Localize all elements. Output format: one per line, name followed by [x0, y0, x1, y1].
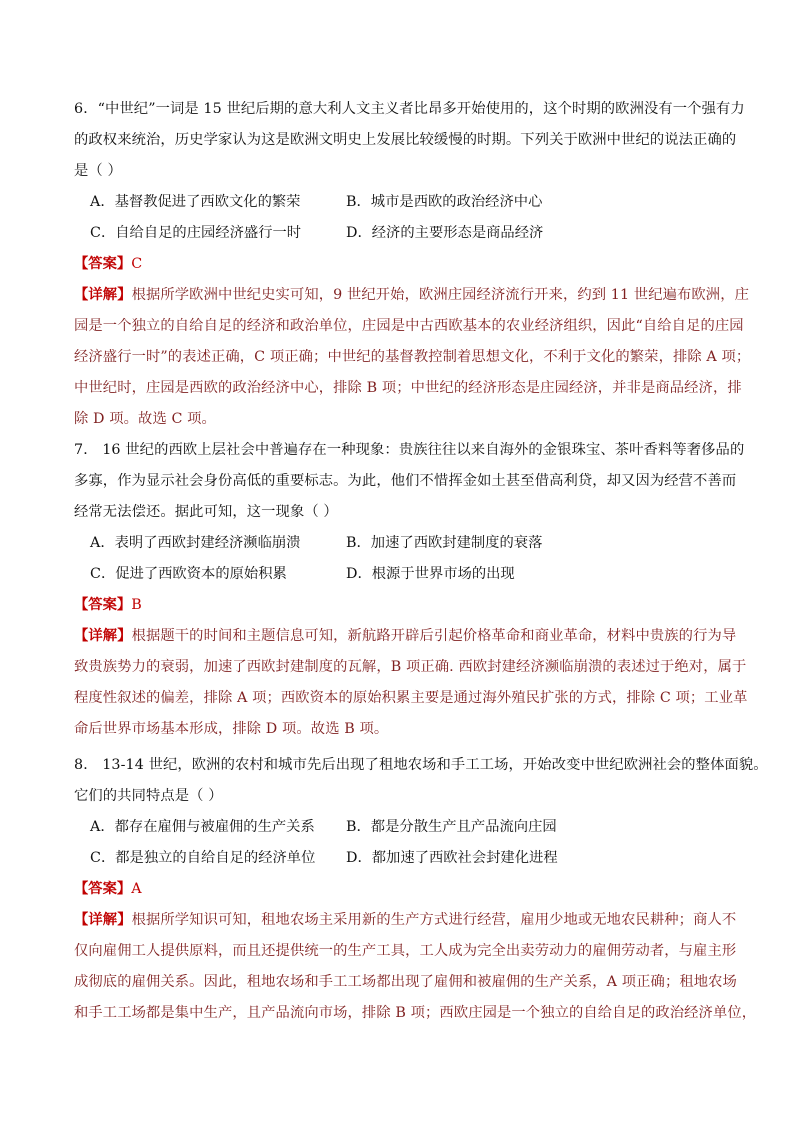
question-stem-line: 8． 13-14 世纪，欧洲的农村和城市先后出现了租地农场和手工工场，开始改变中世纪欧洲社会的整体面貌。: [74, 757, 768, 773]
option-d: D．经济的主要形态是商品经济: [346, 225, 544, 241]
question-stem-line: 它们的共同特点是（ ）: [74, 788, 223, 804]
question-8: [74, 750, 768, 1029]
detail-tag: 【详解】: [74, 628, 132, 644]
answer-value: A: [131, 881, 142, 897]
option-c: C．都是独立的自给自足的经济单位: [90, 850, 316, 866]
answer-value: C: [131, 256, 143, 272]
option-a: A．基督教促进了西欧文化的繁荣: [90, 194, 301, 210]
detail-line: 除 D 项。故选 C 项。: [74, 411, 216, 427]
answer-tag: 【答案】: [74, 881, 132, 897]
detail-line: 程度性叙述的偏差，排除 A 项；西欧资本的原始积累主要是通过海外殖民扩张的方式，排除 C 项；工业革: [74, 690, 748, 706]
detail-tag: 【详解】: [74, 287, 132, 303]
detail-line: [74, 905, 737, 936]
question-stem-line: 的政权来统治，历史学家认为这是欧洲文明史上发展比较缓慢的时期。下列关于欧洲中世纪的说法正确的: [74, 132, 737, 148]
detail-line: 致贵族势力的衰弱，加速了西欧封建制度的瓦解，B 项正确. 西欧封建经济濒临崩溃的表述过于绝对，属于: [74, 659, 747, 675]
option-a: A．都存在雇佣与被雇佣的生产关系: [90, 819, 315, 835]
options-row: [74, 528, 724, 559]
detail-line: 园是一个独立的自给自足的经济和政治单位，庄园是中古西欧基本的农业经济组织，因此“自给自足的庄园: [74, 318, 744, 334]
option-a: A．表明了西欧封建经济濒临崩溃: [90, 535, 301, 551]
detail-text: 根据题干的时间和主题信息可知，新航路开辟后引起价格革命和商业革命，材料中贵族的行为导: [131, 628, 737, 644]
question-stem-line: 6．“中世纪”一词是 15 世纪后期的意大利人文主义者比昂多开始使用的，这个时期的欧洲没有一个强有力: [74, 101, 745, 117]
question-6: [74, 94, 751, 435]
question-stem-line: 多寡，作为显示社会身份高低的重要标志。为此，他们不惜挥金如土甚至借高利贷，却又因为经营不善而: [74, 473, 737, 489]
detail-text: 根据所学知识可知，租地农场主采用新的生产方式进行经营，雇用少地或无地农民耕种；商人不: [131, 912, 737, 928]
option-d: D．都加速了西欧社会封建化进程: [346, 850, 558, 866]
answer-tag: 【答案】: [74, 597, 132, 613]
option-b: B．都是分散生产且产品流向庄园: [346, 819, 557, 835]
detail-line: 经济盛行一时”的表述正确，C 项正确；中世纪的基督教控制着思想文化，不利于文化的繁荣，排除 A 项；: [74, 349, 751, 365]
options-row: [74, 843, 724, 874]
question-stem-line: 经常无法偿还。据此可知，这一现象（ ）: [74, 504, 338, 520]
answer-line: [74, 874, 724, 905]
detail-tag: 【详解】: [74, 912, 132, 928]
option-d: D．根源于世界市场的出现: [346, 566, 515, 582]
options-row: [74, 187, 724, 218]
question-stem-line: 7． 16 世纪的西欧上层社会中普遍存在一种现象：贵族往往以来自海外的金银珠宝、茶叶香料等奢侈品的: [74, 442, 745, 458]
answer-value: B: [131, 597, 142, 613]
answer-line: [74, 249, 724, 280]
options-row: [74, 559, 724, 590]
options-row: [74, 218, 724, 249]
question-7: [74, 435, 748, 745]
detail-line: 命后世界市场基本形成，排除 D 项。故选 B 项。: [74, 721, 389, 737]
detail-line: 成彻底的雇佣关系。因此，租地农场和手工工场都出现了雇佣和被雇佣的生产关系，A 项正确；租地农场: [74, 974, 737, 990]
detail-line: [74, 621, 737, 652]
detail-line: [74, 280, 749, 311]
option-c: C．自给自足的庄园经济盛行一时: [90, 225, 302, 241]
options-row: [74, 812, 724, 843]
detail-text: 根据所学欧洲中世纪史实可知，9 世纪开始，欧洲庄园经济流行开来，约到 11 世纪遍布欧洲，庄: [131, 287, 749, 303]
option-c: C．促进了西欧资本的原始积累: [90, 566, 287, 582]
detail-line: 中世纪时，庄园是西欧的政治经济中心，排除 B 项；中世纪的经济形态是庄园经济，并非是商品经济，排: [74, 380, 742, 396]
detail-line: 和手工工场都是集中生产，且产品流向市场，排除 B 项；西欧庄园是一个独立的自给自足的政治经济单位，: [74, 1005, 757, 1021]
option-b: B．加速了西欧封建制度的衰落: [346, 535, 543, 551]
detail-line: 仅向雇佣工人提供原料，而且还提供统一的生产工具，工人成为完全出卖劳动力的雇佣劳动者，与雇主形: [74, 943, 737, 959]
question-stem-line: 是（ ）: [74, 163, 122, 179]
option-b: B．城市是西欧的政治经济中心: [346, 194, 543, 210]
answer-line: [74, 590, 724, 621]
answer-tag: 【答案】: [74, 256, 132, 272]
